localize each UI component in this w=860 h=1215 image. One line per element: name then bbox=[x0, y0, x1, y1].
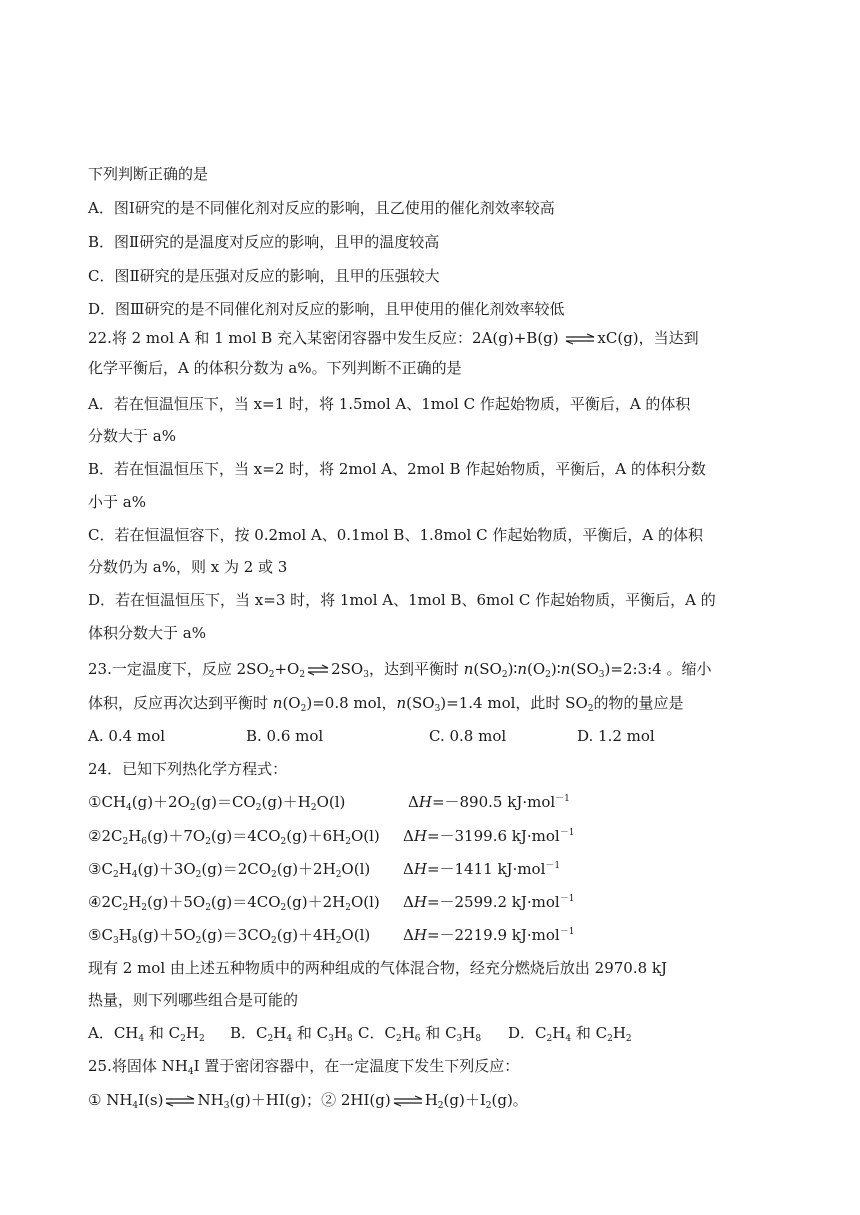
q23-option-c: C. 0.8 mol bbox=[429, 727, 507, 745]
q21-option-d: D．图Ⅲ研究的是不同催化剂对反应的影响，且甲使用的催化剂效率较低 bbox=[88, 300, 565, 318]
equilibrium-arrow-icon bbox=[393, 1095, 423, 1107]
q21-stem: 下列判断正确的是 bbox=[88, 165, 209, 183]
q21-option-b: B．图Ⅱ研究的是温度对反应的影响，且甲的温度较高 bbox=[88, 233, 440, 251]
q24-eq-4: $④2C_2H_2(g)+5O_2(g)=4CO_2(g)+2H_2O(l)$ ΔH=－2599.2 kJ·mol$^{-1}$ bbox=[88, 893, 575, 913]
q23-options bbox=[88, 725, 655, 747]
q24-option-c: C．$C_2H_6$ 和 $C_3H_8$ bbox=[358, 1024, 482, 1044]
equilibrium-arrow-icon bbox=[165, 1095, 195, 1107]
q24-option-d: D．$C_2H_4$ 和 $C_2H_2$ bbox=[508, 1024, 632, 1044]
q21-option-c: C．图Ⅱ研究的是压强对反应的影响，且甲的压强较大 bbox=[88, 267, 440, 285]
q22-option-c-2: 分数仍为 a%，则 x 为 2 或 3 bbox=[88, 558, 288, 576]
q22-option-d-1: D．若在恒温恒压下，当 x=3 时，将 1mol A、1mol B、6mol C 作起始物质，平衡后，A 的 bbox=[88, 591, 716, 609]
q24-tail-1: 现有 2 mol 由上述五种物质中的两种组成的气体混合物，经充分燃烧后放出 2970.8 kJ bbox=[88, 959, 668, 977]
q23-line-2: 体积，反应再次达到平衡时 $n(O_2)=0.8$ mol，$n(SO_3)=1.4$ mol，此时 $SO_2$的物的量应是 bbox=[88, 694, 684, 714]
q22-line-1: 22.将 2 mol A 和 1 mol B 充入某密闭容器中发生反应：2A(g)+B(g) xC(g)，当达到 bbox=[88, 329, 699, 347]
equilibrium-arrow-icon bbox=[307, 664, 329, 676]
q25-stem: 25.将固体 $NH_4I$ 置于密闭容器中，在一定温度下发生下列反应： bbox=[88, 1057, 520, 1077]
q24-eq-2: $②2C_2H_6(g)+7O_2(g)=4CO_2(g)+6H_2O(l)$ ΔH=－3199.6 kJ·mol$^{-1}$ bbox=[88, 827, 575, 847]
equilibrium-arrow-icon bbox=[565, 333, 595, 345]
q22-option-b-2: 小于 a% bbox=[88, 493, 146, 511]
q24-options bbox=[88, 1022, 632, 1044]
q24-option-a: A．$CH_4$ 和 $C_2H_2$ bbox=[88, 1024, 205, 1044]
q24-eq-1: $①CH_4(g)+2O_2(g)=CO_2(g)+H_2O(l)$ ΔH=－890.5 kJ·mol$^{-1}$ bbox=[88, 793, 570, 813]
q23-line-1: 23.一定温度下，反应 $2SO_2+O_2$ $2SO_3$，达到平衡时 $n(SO_2)∶n(O_2)∶n(SO_3)=2:3:4$ 。缩小 bbox=[88, 660, 712, 680]
q24-stem: 24．已知下列热化学方程式： bbox=[88, 760, 288, 778]
q24-eq-3: $③C_2H_4(g)+3O_2(g)=2CO_2(g)+2H_2O(l)$ ΔH=－1411 kJ·mol$^{-1}$ bbox=[88, 860, 561, 880]
q24-eq-5: $⑤C_3H_8(g)+5O_2(g)=3CO_2(g)+4H_2O(l)$ ΔH=－2219.9 kJ·mol$^{-1}$ bbox=[88, 926, 575, 946]
q22-option-b-1: B．若在恒温恒压下，当 x=2 时，将 2mol A、2mol B 作起始物质，平衡后，A 的体积分数 bbox=[88, 460, 706, 478]
q23-option-b: B. 0.6 mol bbox=[246, 727, 324, 745]
q24-tail-2: 热量，则下列哪些组合是可能的 bbox=[88, 991, 299, 1009]
q23-option-d: D. 1.2 mol bbox=[577, 727, 655, 745]
q22-option-c-1: C．若在恒温恒容下，按 0.2mol A、0.1mol B、1.8mol C 作起始物质，平衡后，A 的体积 bbox=[88, 526, 703, 544]
q21-option-a: A．图Ⅰ研究的是不同催化剂对反应的影响，且乙使用的催化剂效率较高 bbox=[88, 199, 555, 217]
q22-line-2: 化学平衡后，A 的体积分数为 a%。下列判断不正确的是 bbox=[88, 359, 462, 377]
q22-option-d-2: 体积分数大于 a% bbox=[88, 624, 206, 642]
q23-option-a: A. 0.4 mol bbox=[88, 727, 166, 745]
q25-reactions: ① $NH_4I(s)$ $NH_3(g)+HI(g)$；② 2HI(g) $H_2(g)+I_2(g)$。 bbox=[88, 1091, 528, 1111]
q24-option-b: B．$C_2H_4$ 和 $C_3H_8$ bbox=[230, 1024, 353, 1044]
q22-option-a-1: A．若在恒温恒压下，当 x=1 时，将 1.5mol A、1mol C 作起始物质，平衡后，A 的体积 bbox=[88, 395, 691, 413]
q22-option-a-2: 分数大于 a% bbox=[88, 427, 176, 445]
